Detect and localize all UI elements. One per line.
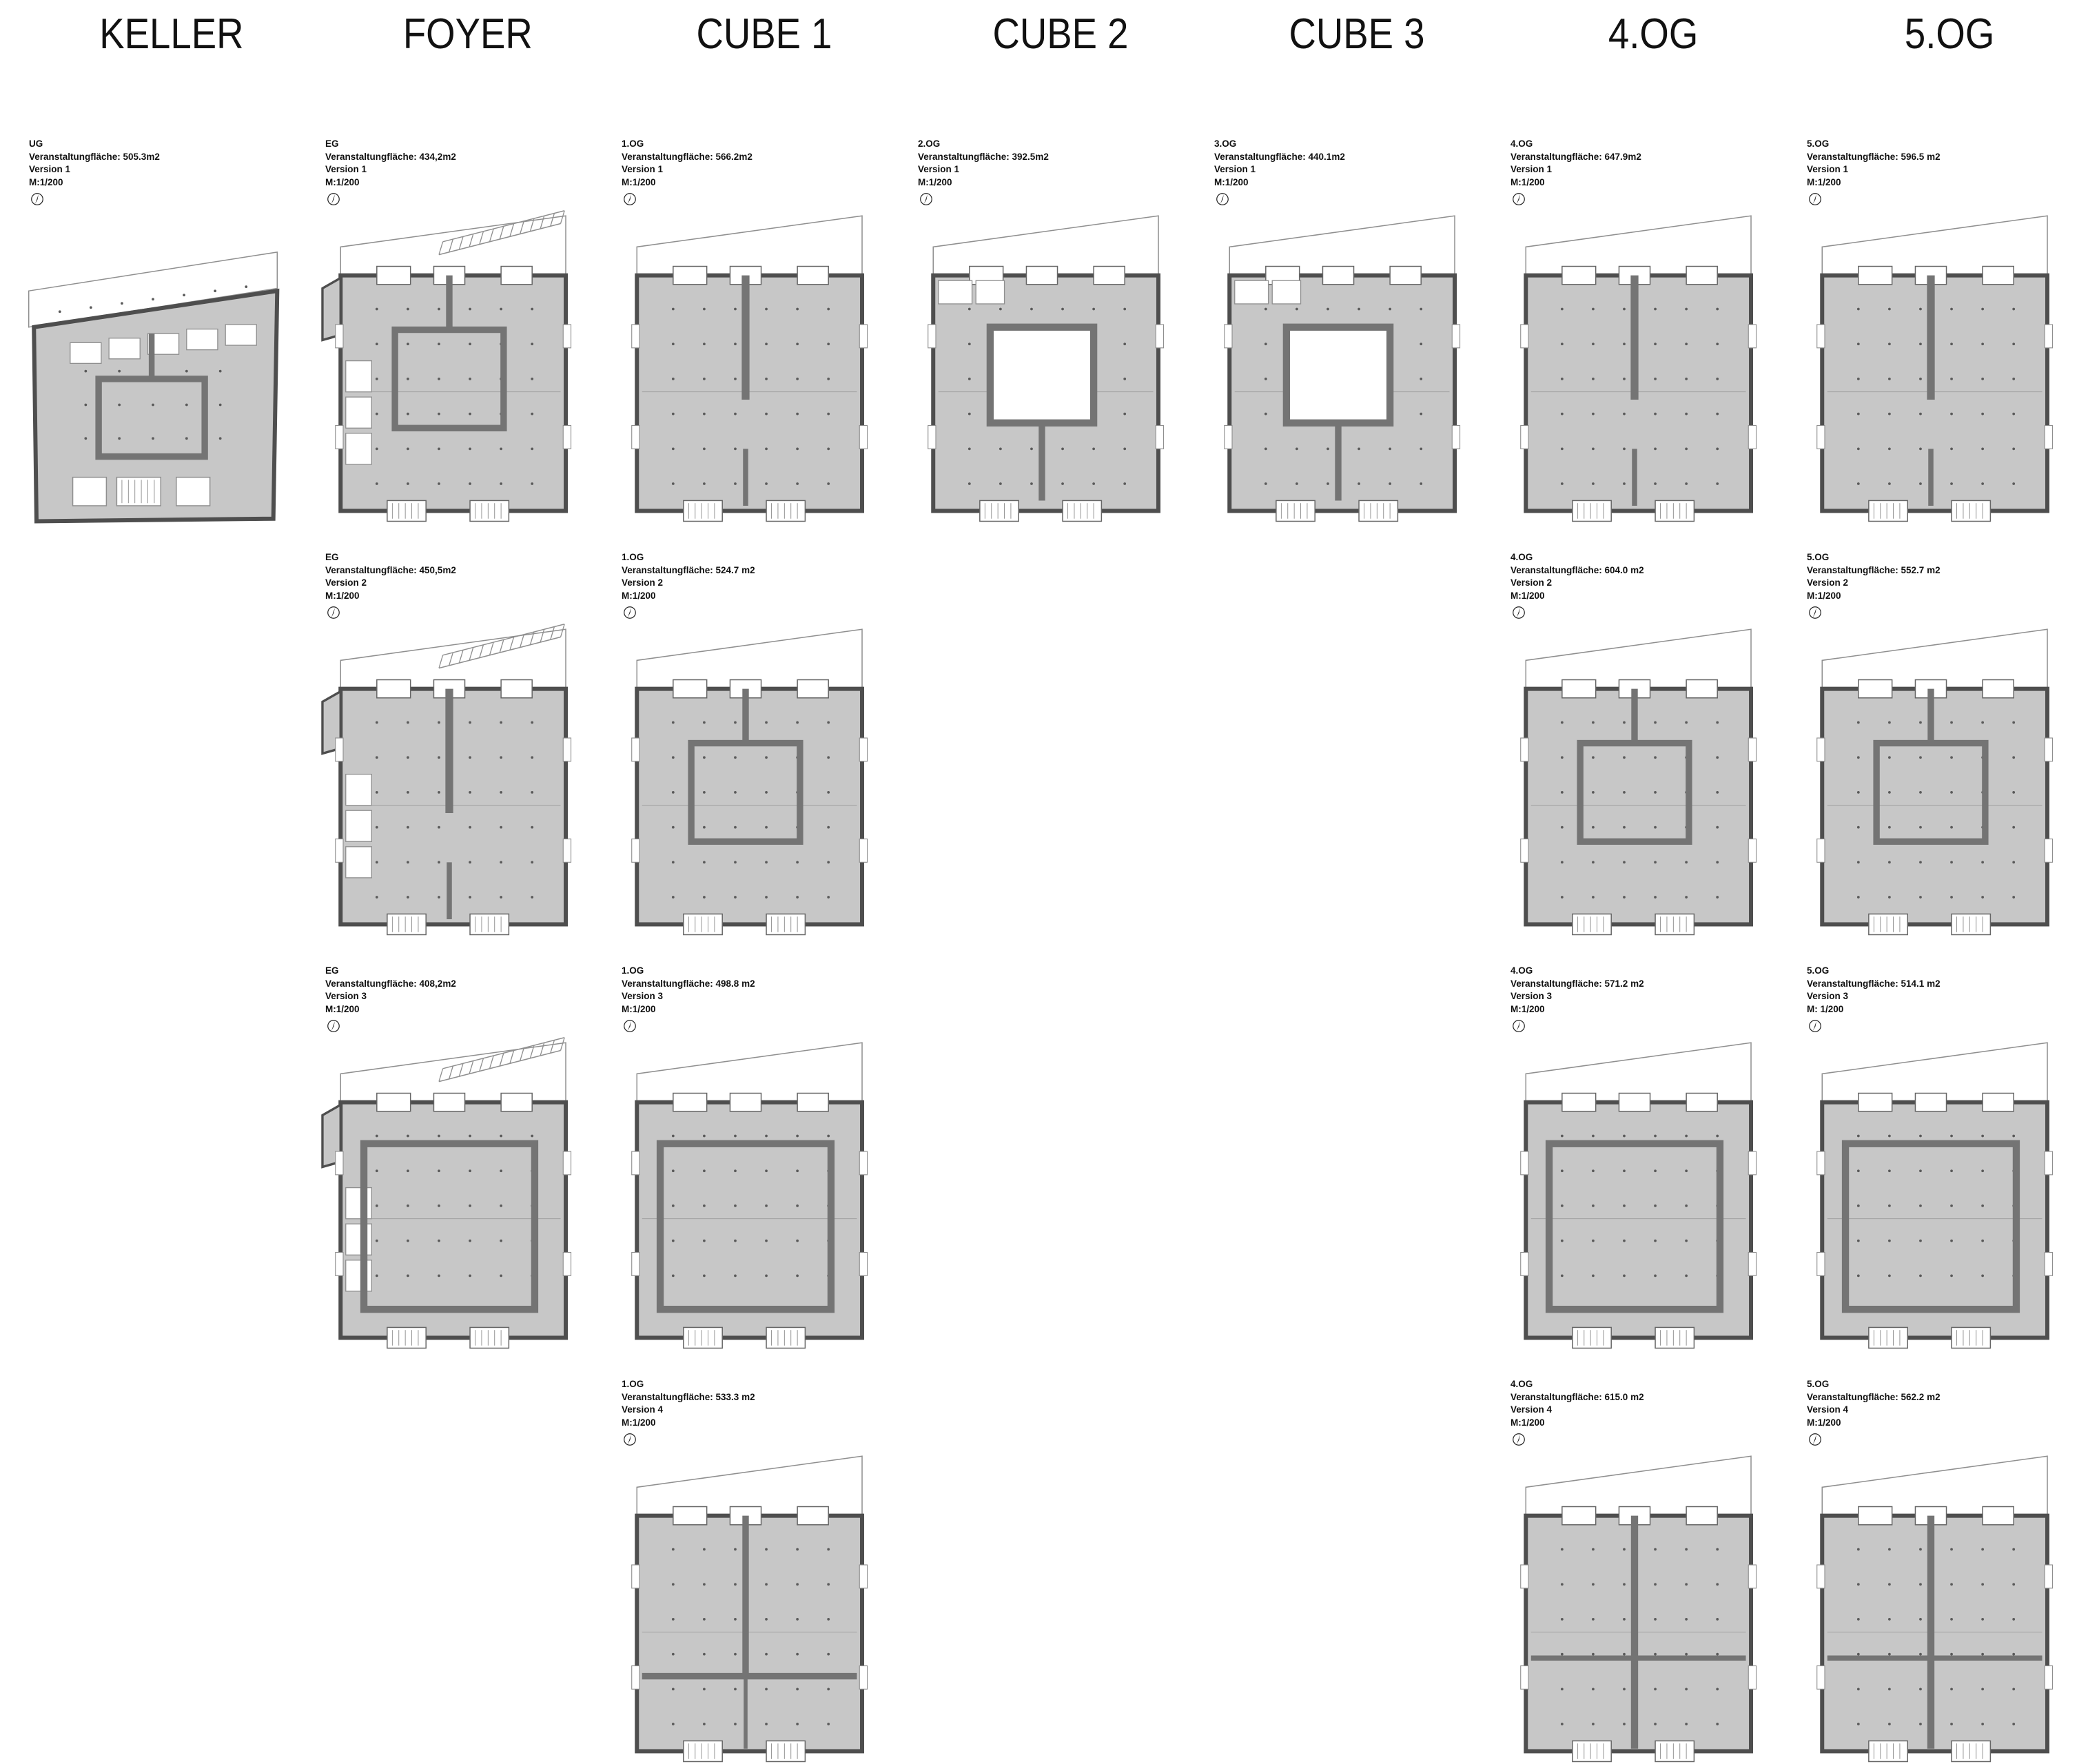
scale-line: M:1/200 [29, 176, 63, 187]
plan-cell-3og-v1 [1209, 138, 1505, 551]
plan-label [1801, 138, 2098, 207]
area-line: Veranstaltungfläche: 434,2m2 [325, 151, 456, 162]
plan-cell-5og-v4 [1801, 1378, 2098, 1764]
plan-cell-5og-v1 [1801, 138, 2098, 551]
scale-line: M:1/200 [622, 1003, 656, 1014]
plan-cell-2og-v1 [912, 138, 1209, 551]
area-line: Veranstaltungfläche: 566.2m2 [622, 151, 752, 162]
column-header-cube3: CUBE 3 [1289, 10, 1425, 58]
floor-plan-drawing [616, 622, 875, 940]
north-arrow-icon [326, 192, 341, 207]
floor-plan-drawing [1801, 208, 2060, 526]
north-arrow-icon [326, 605, 341, 620]
scale-line: M:1/200 [325, 176, 360, 187]
version-line: Version 1 [1511, 164, 1553, 175]
floor-name: EG [325, 965, 339, 976]
area-line: Veranstaltungfläche: 615.0 m2 [1511, 1391, 1644, 1402]
area-line: Veranstaltungfläche: 562.2 m2 [1807, 1391, 1941, 1402]
plan-cell-eg-v3 [320, 965, 616, 1378]
scale-line: M:1/200 [1511, 176, 1545, 187]
area-line: Veranstaltungfläche: 596.5 m2 [1807, 151, 1941, 162]
scale-line: M:1/200 [918, 176, 952, 187]
area-line: Veranstaltungfläche: 647.9m2 [1511, 151, 1641, 162]
plan-label [1801, 551, 2098, 620]
north-arrow-icon [1808, 1018, 1823, 1034]
plan-label [912, 138, 1209, 207]
version-line: Version 2 [1511, 577, 1553, 588]
north-arrow-icon [1808, 192, 1823, 207]
floor-plan-drawing [1505, 208, 1764, 526]
plan-cell-4og-v4 [1505, 1378, 1801, 1764]
plan-cell-eg-v1 [320, 138, 616, 551]
north-arrow-icon [622, 1432, 637, 1447]
scale-line: M:1/200 [325, 1003, 360, 1014]
plan-label [320, 551, 616, 620]
version-line: Version 4 [622, 1404, 664, 1415]
area-line: Veranstaltungfläche: 498.8 m2 [622, 978, 755, 989]
version-line: Version 4 [1511, 1404, 1553, 1415]
north-arrow-icon [1808, 605, 1823, 620]
floor-plan-drawing [616, 1448, 875, 1764]
version-line: Version 1 [1807, 164, 1849, 175]
floor-plan-drawing [1505, 1035, 1764, 1353]
floor-name: 5.OG [1807, 139, 1830, 149]
plan-label [1801, 965, 2098, 1034]
plan-label [23, 138, 320, 207]
column-header-cube1: CUBE 1 [696, 10, 832, 58]
version-line: Version 4 [1807, 1404, 1849, 1415]
version-line: Version 3 [1807, 991, 1849, 1002]
north-arrow-icon [622, 192, 637, 207]
floor-plan-drawing [1209, 208, 1468, 526]
floor-name: 5.OG [1807, 552, 1830, 562]
plan-cell-4og-v3 [1505, 965, 1801, 1378]
plan-cell-eg-v2 [320, 551, 616, 965]
plan-label [616, 1378, 912, 1447]
north-arrow-icon [1511, 192, 1526, 207]
area-line: Veranstaltungfläche: 533.3 m2 [622, 1391, 755, 1402]
floor-plan-drawing [912, 208, 1171, 526]
plan-label [320, 138, 616, 207]
floor-name: 4.OG [1511, 965, 1533, 976]
plan-label [320, 965, 616, 1034]
version-line: Version 3 [622, 991, 664, 1002]
floor-name: 4.OG [1511, 139, 1533, 149]
area-line: Veranstaltungfläche: 408,2m2 [325, 978, 456, 989]
plan-cell-5og-v3 [1801, 965, 2098, 1378]
scale-line: M:1/200 [1511, 590, 1545, 601]
plan-label [1505, 1378, 1801, 1447]
floor-plan-drawing [616, 208, 875, 526]
scale-line: M:1/200 [1511, 1003, 1545, 1014]
scale-line: M:1/200 [1807, 176, 1841, 187]
north-arrow-icon [1808, 1432, 1823, 1447]
plan-cell-5og-v2 [1801, 551, 2098, 965]
version-line: Version 1 [918, 164, 960, 175]
scale-line: M:1/200 [622, 590, 656, 601]
plan-cell-ug-v1 [23, 138, 320, 551]
version-line: Version 2 [1807, 577, 1849, 588]
area-line: Veranstaltungfläche: 505.3m2 [29, 151, 160, 162]
north-arrow-icon [1215, 192, 1230, 207]
floor-name: 3.OG [1214, 139, 1237, 149]
plan-cell-4og-v2 [1505, 551, 1801, 965]
scale-line: M:1/200 [622, 176, 656, 187]
floor-plan-drawing [1801, 1035, 2060, 1353]
column-header-cube2: CUBE 2 [992, 10, 1129, 58]
north-arrow-icon [326, 1018, 341, 1034]
floor-name: UG [29, 139, 43, 149]
plan-cell-1og-v1 [616, 138, 912, 551]
floor-name: 4.OG [1511, 552, 1533, 562]
floor-plan-drawing [320, 1035, 579, 1353]
floor-name: 1.OG [622, 1379, 644, 1389]
floor-name: 2.OG [918, 139, 941, 149]
floor-name: 1.OG [622, 139, 644, 149]
floor-name: 1.OG [622, 552, 644, 562]
north-arrow-icon [1511, 1018, 1526, 1034]
scale-line: M:1/200 [1807, 1417, 1841, 1428]
area-line: Veranstaltungfläche: 514.1 m2 [1807, 978, 1941, 989]
north-arrow-icon [1511, 605, 1526, 620]
area-line: Veranstaltungfläche: 552.7 m2 [1807, 564, 1941, 575]
area-line: Veranstaltungfläche: 440.1m2 [1214, 151, 1345, 162]
column-header-4og: 4.OG [1608, 10, 1699, 58]
scale-line: M:1/200 [1511, 1417, 1545, 1428]
column-header-keller: KELLER [99, 10, 244, 58]
plan-cell-4og-v1 [1505, 138, 1801, 551]
plan-label [1505, 965, 1801, 1034]
plan-label [616, 965, 912, 1034]
floor-plan-drawing [616, 1035, 875, 1353]
floor-plan-drawing [1505, 1448, 1764, 1764]
version-line: Version 3 [1511, 991, 1553, 1002]
north-arrow-icon [30, 192, 45, 207]
plan-label [1801, 1378, 2098, 1447]
floor-plan-drawing [23, 208, 283, 526]
plan-label [1209, 138, 1505, 207]
floor-name: 4.OG [1511, 1379, 1533, 1389]
column-header-5og: 5.OG [1904, 10, 1995, 58]
area-line: Veranstaltungfläche: 571.2 m2 [1511, 978, 1644, 989]
floor-plan-drawing [1801, 1448, 2060, 1764]
scale-line: M:1/200 [325, 590, 360, 601]
floor-name: 5.OG [1807, 1379, 1830, 1389]
floor-plan-drawing [320, 208, 579, 526]
plan-cell-1og-v4 [616, 1378, 912, 1764]
north-arrow-icon [1511, 1432, 1526, 1447]
north-arrow-icon [622, 1018, 637, 1034]
version-line: Version 1 [325, 164, 367, 175]
plan-label [1505, 551, 1801, 620]
scale-line: M: 1/200 [1807, 1003, 1844, 1014]
area-line: Veranstaltungfläche: 392.5m2 [918, 151, 1049, 162]
plan-label [616, 551, 912, 620]
floor-plan-drawing [1801, 622, 2060, 940]
scale-line: M:1/200 [1807, 590, 1841, 601]
plan-label [616, 138, 912, 207]
floor-plan-drawing [320, 622, 579, 940]
north-arrow-icon [622, 605, 637, 620]
area-line: Veranstaltungfläche: 604.0 m2 [1511, 564, 1644, 575]
scale-line: M:1/200 [1214, 176, 1249, 187]
version-line: Version 1 [622, 164, 664, 175]
plan-label [1505, 138, 1801, 207]
scale-line: M:1/200 [622, 1417, 656, 1428]
plan-cell-1og-v3 [616, 965, 912, 1378]
floor-name: 1.OG [622, 965, 644, 976]
column-header-foyer: FOYER [403, 10, 533, 58]
floor-name: EG [325, 552, 339, 562]
floor-name: EG [325, 139, 339, 149]
floor-name: 5.OG [1807, 965, 1830, 976]
version-line: Version 1 [29, 164, 71, 175]
version-line: Version 2 [325, 577, 367, 588]
floor-plan-drawing [1505, 622, 1764, 940]
version-line: Version 2 [622, 577, 664, 588]
area-line: Veranstaltungfläche: 450,5m2 [325, 564, 456, 575]
plan-cell-1og-v2 [616, 551, 912, 965]
version-line: Version 1 [1214, 164, 1256, 175]
north-arrow-icon [919, 192, 934, 207]
version-line: Version 3 [325, 991, 367, 1002]
area-line: Veranstaltungfläche: 524.7 m2 [622, 564, 755, 575]
